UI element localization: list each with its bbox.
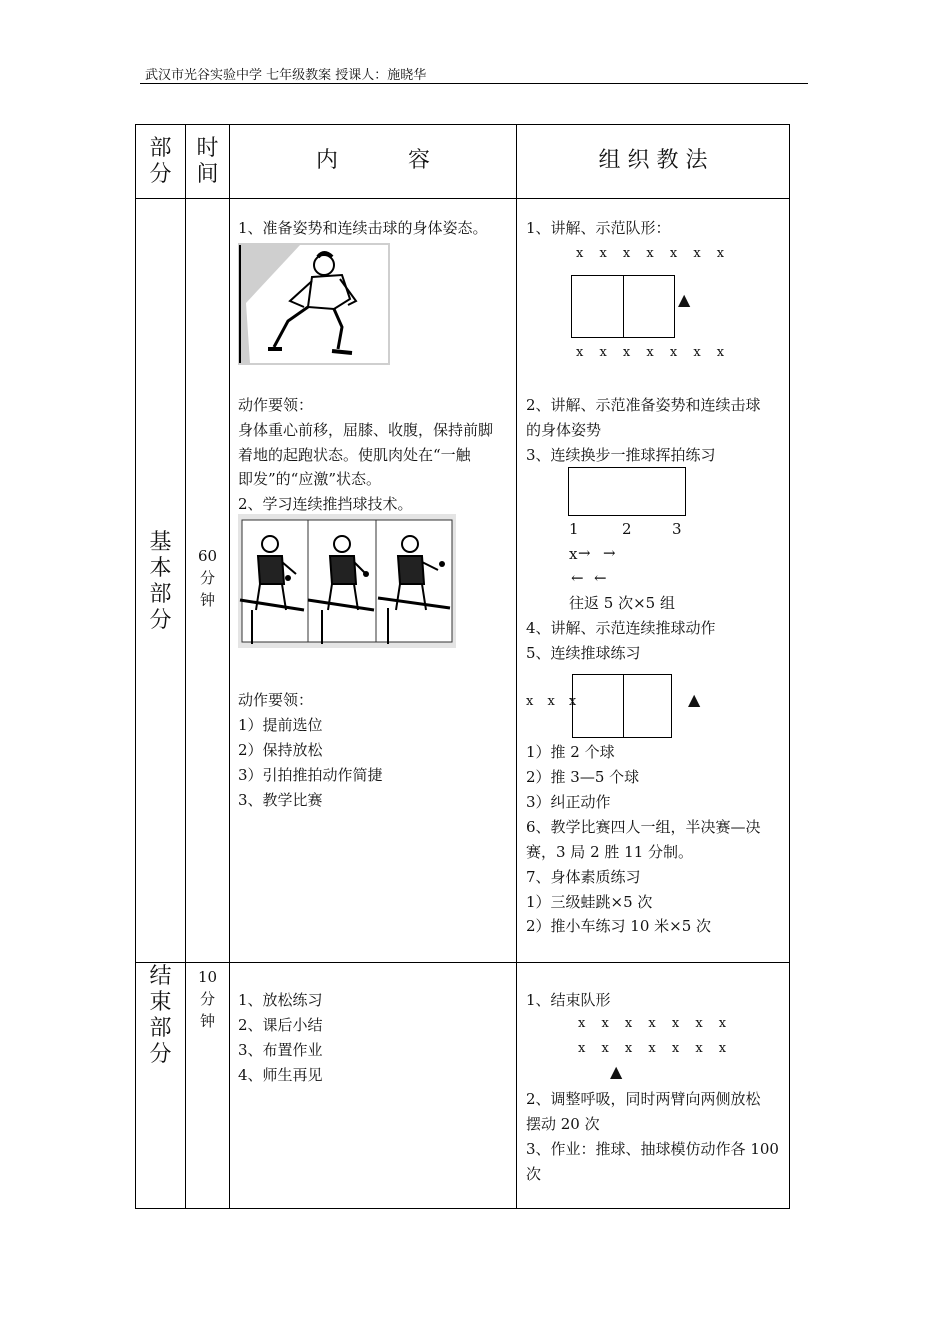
header-rule <box>140 83 808 84</box>
arrow-right-icon: → <box>578 544 591 562</box>
essentials-line: 即发”的“应激”状态。 <box>238 470 382 488</box>
method-line: 1、结束队形 <box>526 991 611 1009</box>
arrow-right-icon: → <box>603 544 616 562</box>
court-center-line <box>623 674 624 738</box>
formation-x-row: x x x x x x x <box>576 345 731 360</box>
col-divider <box>516 124 517 1209</box>
method-line: 3、连续换步一推球挥拍练习 <box>526 446 716 464</box>
essentials-title-1: 动作要领： <box>238 396 314 414</box>
court-center-line <box>623 275 624 338</box>
content-item-2: 2、学习连续推挡球技术。 <box>238 495 413 513</box>
formation-x-row: x x x x x x x <box>576 246 731 261</box>
end-time-label: 10 分 钟 <box>197 968 218 1030</box>
essentials-line: 3、教学比赛 <box>238 791 323 809</box>
method-line: 1、讲解、示范队形： <box>526 219 671 237</box>
method-line: 赛，3 局 2 胜 11 分制。 <box>526 843 694 861</box>
teacher-triangle-icon: ▲ <box>610 1062 623 1081</box>
essentials-line: 3）引拍推拍动作简捷 <box>238 766 383 784</box>
content-line: 3、布置作业 <box>238 1041 323 1059</box>
method-line: 的身体姿势 <box>526 421 602 439</box>
method-line: 2、讲解、示范准备姿势和连续击球 <box>526 396 761 414</box>
method-line: 1）三级蛙跳×5 次 <box>526 893 653 911</box>
ready-stance-illustration <box>238 243 390 365</box>
header-content: 内 容 <box>316 148 430 173</box>
court-diagram <box>572 674 672 738</box>
formation-x-row: x x x <box>526 694 582 709</box>
document-header: 武汉市光谷实验中学 七年级教案 授课人：施晓华 <box>145 68 427 83</box>
method-line: 2、调整呼吸，同时两臂向两侧放松 <box>526 1090 761 1108</box>
content-line: 2、课后小结 <box>238 1016 323 1034</box>
formation-x-row: x x x x x x x <box>578 1041 733 1056</box>
content-line: 4、师生再见 <box>238 1066 323 1084</box>
formation-x-row: x x x x x x x <box>578 1016 733 1031</box>
essentials-title-2: 动作要领： <box>238 691 314 709</box>
header-part: 部 分 <box>149 136 172 187</box>
method-line: 4、讲解、示范连续推球动作 <box>526 619 716 637</box>
teacher-triangle-icon: ▲ <box>678 290 691 309</box>
position-label: 1 <box>569 520 579 538</box>
method-line: 3）纠正动作 <box>526 793 611 811</box>
essentials-line: 1）提前选位 <box>238 716 323 734</box>
method-line: 3、作业：推球、抽球模仿动作各 100 <box>526 1140 779 1158</box>
essentials-line: 2）保持放松 <box>238 741 323 759</box>
col-divider <box>229 124 230 1209</box>
essentials-line: 着地的起跑状态。使肌肉处在“一触 <box>238 446 471 464</box>
method-line: 往返 5 次×5 组 <box>569 594 675 612</box>
content-line: 1、放松练习 <box>238 991 323 1009</box>
method-line: 1）推 2 个球 <box>526 743 615 761</box>
arrow-left-icon: ← <box>571 569 584 587</box>
method-line: 2）推 3—5 个球 <box>526 768 640 786</box>
row-divider <box>135 198 790 199</box>
position-label: 2 <box>622 520 632 538</box>
push-block-illustration <box>238 514 456 648</box>
player-marker: x <box>569 545 578 563</box>
position-label: 3 <box>672 520 682 538</box>
teacher-triangle-icon: ▲ <box>688 690 701 709</box>
header-method: 组 织 教 法 <box>598 148 708 173</box>
method-line: 6、教学比赛四人一组，半决赛—决 <box>526 818 761 836</box>
basic-time-label: 60 分 钟 <box>197 547 218 609</box>
method-line: 5、连续推球练习 <box>526 644 641 662</box>
essentials-line: 身体重心前移，屈膝、收腹，保持前脚 <box>238 421 494 439</box>
content-item-1: 1、准备姿势和连续击球的身体姿态。 <box>238 219 488 237</box>
method-line: 次 <box>526 1165 542 1183</box>
method-line: 摆动 20 次 <box>526 1115 600 1133</box>
arrow-left-icon: ← <box>594 569 607 587</box>
basic-part-label: 基 本 部 分 <box>149 530 172 633</box>
method-line: 2）推小车练习 10 米×5 次 <box>526 917 712 935</box>
table-diagram <box>568 467 686 516</box>
end-part-label: 结 束 部 分 <box>149 964 172 1067</box>
row-divider <box>135 962 790 963</box>
header-time: 时 间 <box>196 136 219 187</box>
method-line: 7、身体素质练习 <box>526 868 641 886</box>
col-divider <box>185 124 186 1209</box>
